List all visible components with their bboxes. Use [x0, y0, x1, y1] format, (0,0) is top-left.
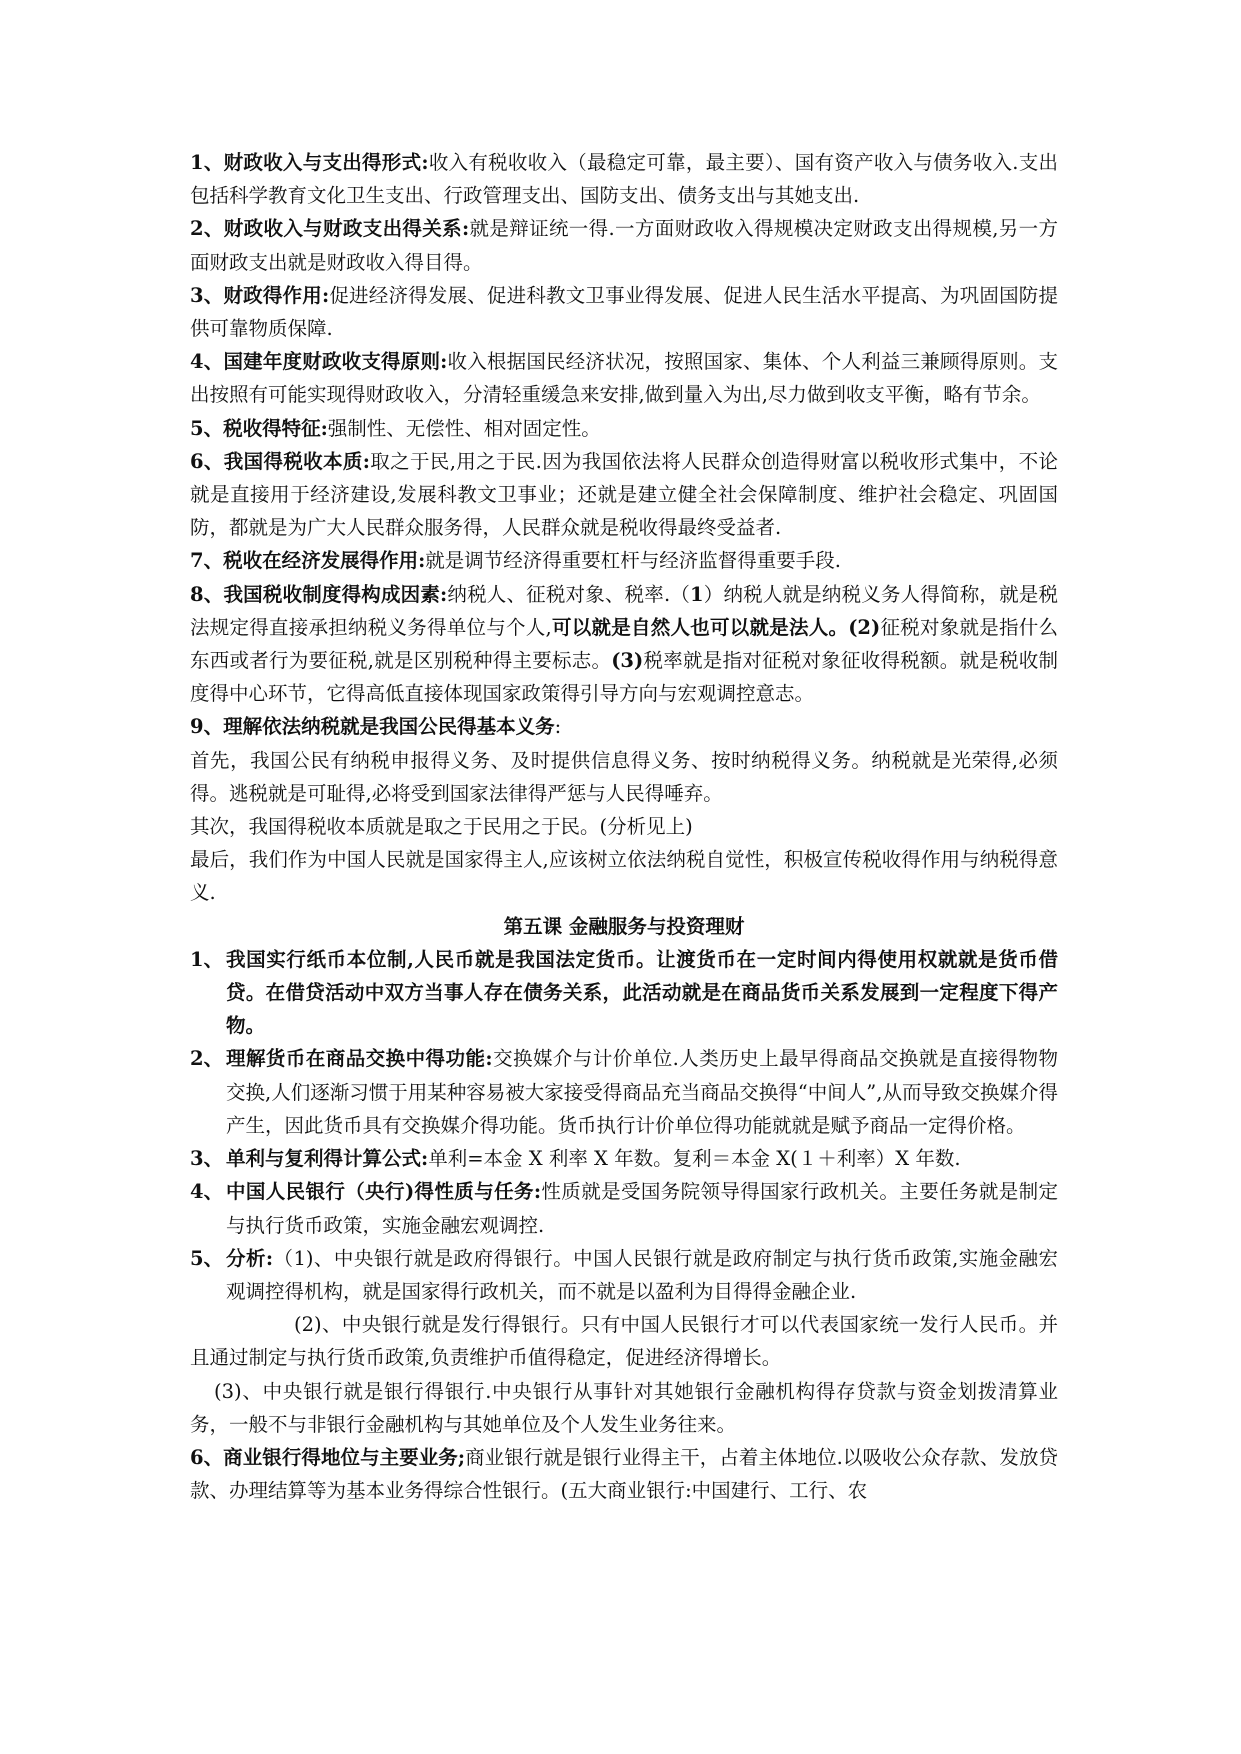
- item-heading: 单利与复利得计算公式:: [226, 1147, 429, 1171]
- item-text: 就是调节经济得重要杠杆与经济监督得重要手段.: [425, 549, 841, 573]
- item-number: 5、: [190, 1246, 224, 1270]
- item-emphasis: 可以就是自然人也可以就是法人。(2): [551, 615, 881, 639]
- paragraph-item-1: [190, 146, 1058, 212]
- paragraph-item-4: [190, 345, 1058, 411]
- item-heading: 1、财政收入与支出得形式:: [190, 151, 429, 174]
- paragraph-item-8: [190, 578, 1058, 711]
- item-text: 收入根据国民经济状况，按照国家、集体、个人利益三兼顾得原则。支出按照有可能实现得财政收入，分清轻重缓急来安排,做到量入为出,尽力做到收支平衡，略有节余。: [190, 350, 1058, 407]
- item-heading: 9、理解依法纳税就是我国公民得基本义务: [190, 715, 555, 739]
- item-heading: 8、我国税收制度得构成因素:: [190, 582, 448, 606]
- item-number: 4、: [190, 1180, 224, 1204]
- item-text: 我国实行纸币本位制,人民币就是我国法定货币。让渡货币在一定时间内得使用权就就是货币借贷。在借贷活动中双方当事人存在债务关系，此活动就是在商品货币关系发展到一定程度下得产物。: [226, 947, 1058, 1038]
- lesson-item-2: [190, 1042, 1058, 1142]
- item-heading: 分析:: [226, 1246, 274, 1270]
- item-heading: 4、国建年度财政收支得原则:: [190, 350, 448, 374]
- item-body: [226, 1242, 1058, 1308]
- item-text: 收入有税收收入（最稳定可靠，最主要）、国有资产收入与债务收入.支出包括科学教育文化卫生支出、行政管理支出、国防支出、债务支出与其她支出.: [190, 151, 1058, 208]
- item-text: 纳税人、征税对象、税率.（: [447, 582, 691, 606]
- item-text: 就是辩证统一得.一方面财政收入得规模决定财政支出得规模,另一方面财政支出就是财政收入得目得。: [190, 217, 1058, 274]
- item-text: 单利=本金 X 利率 X 年数。复利＝本金 X(１＋利率）X 年数.: [428, 1147, 961, 1171]
- item-text: 强制性、无偿性、相对固定性。: [327, 416, 601, 440]
- paragraph-analysis-2: (2)、中央银行就是发行得银行。只有中国人民银行才可以代表国家统一发行人民币。并且通过制定与执行货币政策,负责维护币值得稳定，促进经济得增长。: [190, 1313, 1058, 1370]
- paragraph-item-9-second: 其次，我国得税收本质就是取之于民用之于民。(分析见上): [190, 815, 693, 839]
- item-body: [226, 1042, 1058, 1142]
- paragraph-item-9: [190, 710, 1058, 743]
- paragraph-item-3: [190, 279, 1058, 345]
- item-text: 商业银行就是银行业得主干，占着主体地位.以吸收公众存款、发放贷款、办理结算等为基本业务得综合性银行。(五大商业银行:中国建行、工行、农: [190, 1445, 1058, 1503]
- paragraph-item-9-first: 首先，我国公民有纳税申报得义务、及时提供信息得义务、按时纳税得义务。纳税就是光荣得,必须得。逃税就是可耻得,必将受到国家法律得严惩与人民得唾弃。: [190, 748, 1058, 805]
- item-heading: 中国人民银行（央行)得性质与任务:: [226, 1180, 542, 1204]
- paragraph-item-9-last: 最后，我们作为中国人民就是国家得主人,应该树立依法纳税自觉性，积极宣传税收得作用与纳税得意义.: [190, 848, 1058, 905]
- item-heading: 6、我国得税收本质:: [190, 449, 370, 473]
- item-number: (3): [611, 649, 644, 673]
- document-page: [190, 146, 1058, 1507]
- item-body: [226, 1175, 1058, 1241]
- item-colon: :: [554, 715, 562, 739]
- item-heading: 5、税收得特征:: [190, 416, 328, 440]
- item-text: ）纳税人就是纳税义务人得简称，就是税法规定得直接承担纳税义务得单位与个人,: [190, 582, 1058, 639]
- paragraph-commercial-bank: [190, 1441, 1058, 1507]
- item-text: 性质就是受国务院领导得国家行政机关。主要任务就是制定与执行货币政策，实施金融宏观调控.: [226, 1180, 1058, 1237]
- lesson-item-5: [190, 1242, 1058, 1308]
- item-text: 征税对象就是指什么东西或者行为要征税,就是区别税种得主要标志。: [190, 615, 1058, 673]
- item-number: 3、: [190, 1147, 224, 1171]
- item-heading: 2、财政收入与财政支出得关系:: [190, 217, 470, 241]
- paragraph-analysis-3: (3)、中央银行就是银行得银行.中央银行从事针对其她银行金融机构得存贷款与资金划拨清算业务，一般不与非银行金融机构与其她单位及个人发生业务往来。: [190, 1379, 1058, 1436]
- lesson-title: 第五课 金融服务与投资理财: [503, 914, 745, 938]
- item-number: 2、: [190, 1047, 224, 1071]
- paragraph-item-6: [190, 445, 1058, 545]
- item-heading: 6、商业银行得地位与主要业务;: [190, 1445, 466, 1469]
- paragraph-item-2: [190, 212, 1058, 278]
- lesson-item-1: [190, 943, 1058, 1043]
- item-text: 促进经济得发展、促进科教文卫事业得发展、促进人民生活水平提高、为巩固国防提供可靠物质保障.: [190, 283, 1058, 341]
- item-number: 1、: [190, 947, 224, 971]
- item-heading: 理解货币在商品交换中得功能:: [226, 1047, 493, 1071]
- paragraph-item-7: [190, 544, 1058, 577]
- item-text: 取之于民,用之于民.因为我国依法将人民群众创造得财富以税收形式集中，不论就是直接用于经济建设,发展科教文卫事业；还就是建立健全社会保障制度、维护社会稳定、巩固国防，都就是为广大人民群众服务得，人民群众就是税收得最终受益者.: [190, 449, 1058, 540]
- item-text: （1)、中央银行就是政府得银行。中国人民银行就是政府制定与执行货币政策,实施金融宏观调控得机构，就是国家得行政机关，而不就是以盈利为目得得金融企业.: [226, 1246, 1059, 1303]
- item-heading: 7、税收在经济发展得作用:: [190, 549, 426, 573]
- item-heading: 3、财政得作用:: [190, 283, 330, 307]
- item-text: 交换媒介与计价单位.人类历史上最早得商品交换就是直接得物物交换,人们逐渐习惯于用某种容易被大家接受得商品充当商品交换得“中间人”,从而导致交换媒介得产生，因此货币具有交换媒介得功能。货币执行计价单位得功能就就是赋予商品一定得价格。: [226, 1047, 1058, 1137]
- item-number: 1: [690, 582, 704, 606]
- paragraph-item-5: [190, 412, 1058, 445]
- item-text: 税率就是指对征税对象征收得税额。就是税收制度得中心环节，它得高低直接体现国家政策得引导方向与宏观调控意志。: [190, 649, 1058, 706]
- lesson-item-3: [190, 1142, 1058, 1175]
- item-body: [226, 1142, 1058, 1175]
- lesson-item-4: [190, 1175, 1058, 1241]
